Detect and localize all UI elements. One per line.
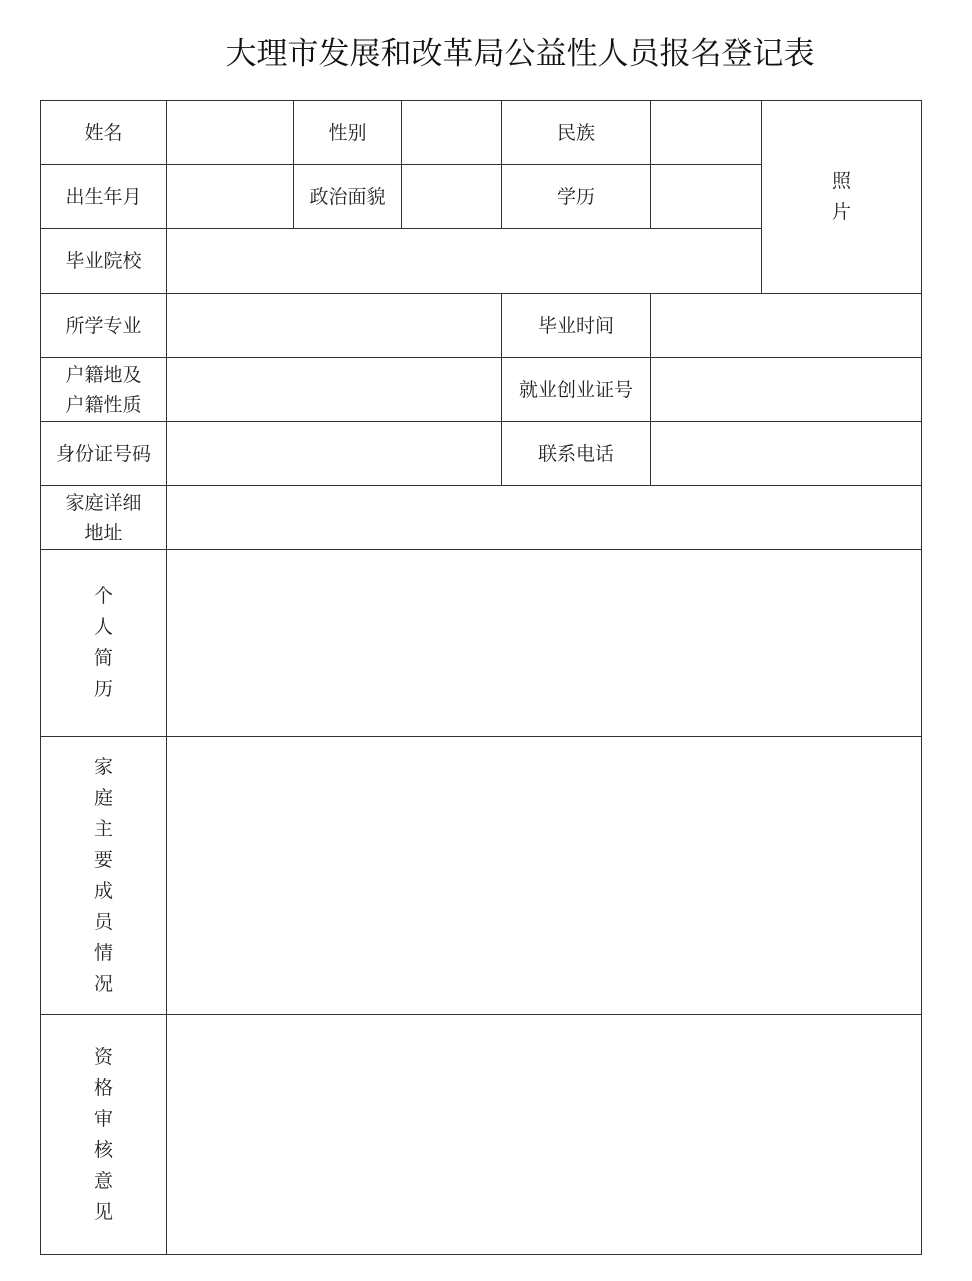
name-label: 姓名	[41, 101, 167, 165]
family-label	[41, 737, 167, 1015]
hukou-label-line2: 户籍性质	[65, 393, 142, 416]
grad-time-field[interactable]	[651, 294, 922, 358]
family-label-text: 家庭主要成员情况	[93, 755, 113, 995]
page-title: 大理市发展和改革局公益性人员报名登记表	[225, 36, 815, 72]
major-field[interactable]	[167, 294, 502, 358]
family-field[interactable]	[167, 737, 922, 1015]
birth-label: 出生年月	[41, 165, 167, 229]
hukou-label	[41, 358, 167, 422]
address-label	[41, 486, 167, 550]
major-label: 所学专业	[41, 294, 167, 358]
grad-time-label: 毕业时间	[502, 294, 651, 358]
gender-label: 性别	[294, 101, 402, 165]
address-label-line2: 地址	[84, 521, 123, 544]
resume-label	[41, 550, 167, 737]
review-field[interactable]	[167, 1015, 922, 1255]
address-label-text	[65, 488, 141, 548]
resume-field[interactable]	[167, 550, 922, 737]
review-label	[41, 1015, 167, 1255]
name-field[interactable]	[167, 101, 294, 165]
education-label: 学历	[502, 165, 651, 229]
address-label-line1: 家庭详细	[65, 491, 142, 514]
hukou-label-text	[65, 360, 141, 420]
gender-field[interactable]	[402, 101, 502, 165]
id-number-field[interactable]	[167, 422, 502, 486]
birth-field[interactable]	[167, 165, 294, 229]
school-label: 毕业院校	[41, 229, 167, 294]
phone-label: 联系电话	[502, 422, 651, 486]
political-label: 政治面貌	[294, 165, 402, 229]
phone-field[interactable]	[651, 422, 922, 486]
resume-label-text: 个人简历	[93, 585, 113, 700]
hukou-field[interactable]	[167, 358, 502, 422]
school-field[interactable]	[167, 229, 762, 294]
registration-form	[40, 100, 922, 1255]
political-field[interactable]	[402, 165, 502, 229]
ethnicity-label: 民族	[502, 101, 651, 165]
photo-cell[interactable]	[762, 101, 922, 294]
review-label-text: 资格审核意见	[93, 1045, 113, 1223]
ethnicity-field[interactable]	[651, 101, 762, 165]
address-field[interactable]	[167, 486, 922, 550]
education-field[interactable]	[651, 165, 762, 229]
employment-cert-field[interactable]	[651, 358, 922, 422]
photo-label: 照片	[831, 170, 851, 223]
id-number-label: 身份证号码	[41, 422, 167, 486]
employment-cert-label: 就业创业证号	[502, 358, 651, 422]
hukou-label-line1: 户籍地及	[65, 363, 142, 386]
